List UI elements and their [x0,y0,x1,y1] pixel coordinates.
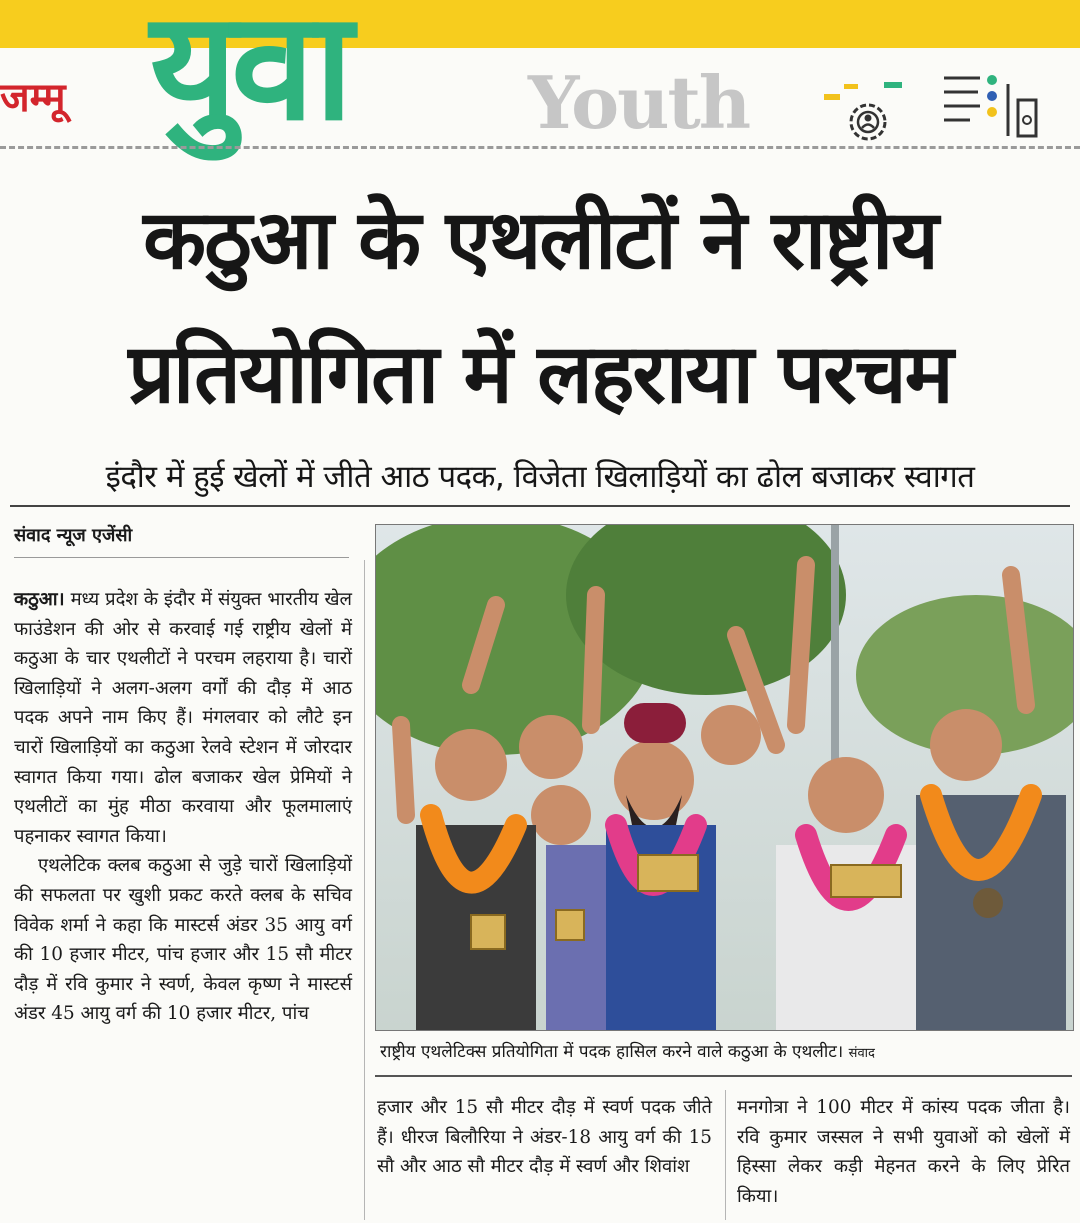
brand-english-logo: Youth [528,60,750,145]
byline: संवाद न्यूज एजेंसी [14,525,133,546]
article-column-1 [14,585,352,1029]
brand-hindi-logo: युवा [150,0,348,154]
city-label: जम्मू [0,75,66,121]
headline-line-1: कठुआ के एथलीटों ने राष्ट्रीय [143,193,937,288]
photo-caption [380,1039,1070,1062]
photo-caption-text: राष्ट्रीय एथलेटिक्स प्रतियोगिता में पदक हासिल करने वाले कठुआ के एथलीट। [380,1042,844,1062]
gear-person-icon [822,80,912,146]
masthead-divider [0,146,1080,149]
article-column-3: मनगोत्रा ने 100 मीटर में कांस्य पदक जीता है। रवि कुमार जस्सल ने सभी युवाओं को खेलों में हिस्सा लेकर कड़ी मेहनत करने के लिए प्रेरित किया। [737,1097,1070,1207]
checklist-icon [940,70,1050,148]
subheadline-rule [10,505,1070,507]
subheadline: इंदौर में हुई खेलों में जीते आठ पदक, विजेता खिलाड़ियों का ढोल बजाकर स्वागत [105,459,975,495]
athletes-photo-illustration [376,525,1073,1030]
news-photo [375,524,1074,1031]
column-separator-2 [725,1090,726,1220]
paragraph-1-text: मध्य प्रदेश के इंदौर में संयुक्त भारतीय खेल फाउंडेशन की ओर से करवाई गई राष्ट्रीय खेलों में कठुआ के चार एथलीटों ने परचम लहराया है। चारों खिलाड़ियों ने अलग-अलग वर्गों की दौड़ में आठ पदक अपने नाम किए हैं। मंगलवार को लौटे इन चारों खिलाड़ियों का कठुआ रेलवे स्टेशन में जोरदार स्वागत किया गया। ढोल बजाकर खेल प्रेमियों ने एथलीटों का मुंह मीठा करवाया और फूलमालाएं पहनाकर स्वागत किया। [14,589,352,847]
caption-rule [375,1075,1072,1077]
article-column-2: हजार और 15 सौ मीटर दौड़ में स्वर्ण पदक जीते हैं। धीरज बिलौरिया ने अंडर-18 आयु वर्ग की 15 सौ और आठ सौ मीटर दौड़ में स्वर्ण और शिवांश [377,1097,712,1178]
paragraph-1 [14,585,352,851]
dateline: कठुआ। [14,589,65,610]
byline-rule [14,557,349,558]
headline-line-2: प्रतियोगिता में लहराया परचम [128,327,952,422]
column-separator-1 [364,560,365,1220]
paragraph-2: एथलेटिक क्लब कठुआ से जुड़े चारों खिलाड़ियों की सफलता पर खुशी प्रकट करते क्लब के सचिव विवेक शर्मा ने कहा कि मास्टर्स अंडर 35 आयु वर्ग की 10 हजार मीटर, पांच हजार और 15 सौ मीटर दौड़ में रवि कुमार ने स्वर्ण, केवल कृष्ण ने मास्टर्स अंडर 45 आयु वर्ग की 10 हजार मीटर, पांच [14,855,352,1025]
photo-credit: संवाद [848,1046,875,1061]
